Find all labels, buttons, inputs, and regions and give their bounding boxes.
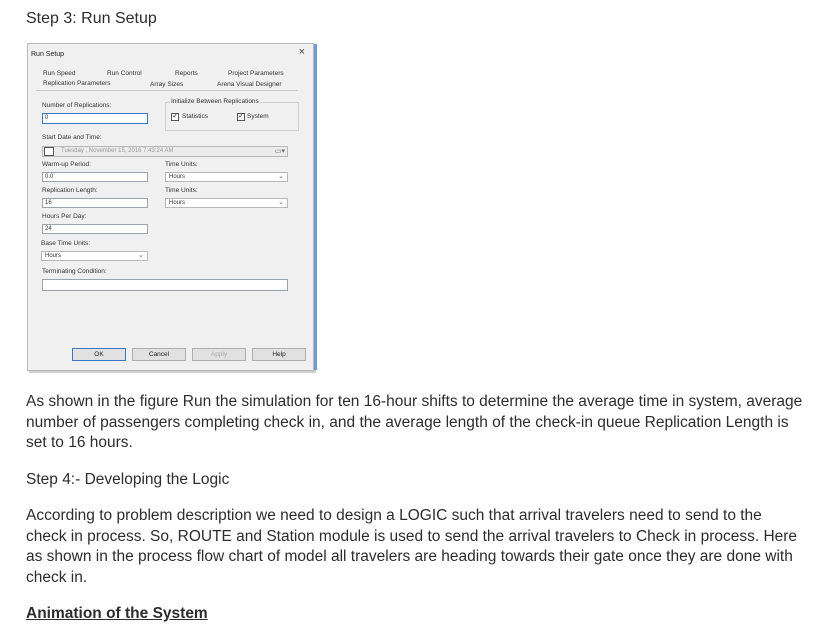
start-date-value: Tuesday , November 15, 2016 7:43:24 AM [61, 148, 174, 154]
start-date-label: Start Date and Time: [42, 134, 102, 141]
base-time-units-value: Hours [45, 253, 62, 259]
tab-run-control[interactable]: Run Control [107, 70, 142, 77]
num-replications-label: Number of Replications: [42, 102, 112, 109]
start-date-picker[interactable] [42, 146, 288, 157]
system-checkbox[interactable]: ✓ [238, 113, 244, 120]
tab-run-speed[interactable]: Run Speed [43, 70, 76, 77]
time-units-value-2: Hours [169, 200, 186, 206]
paragraph-run-simulation: As shown in the figure Run the simulation for ten 16-hour shifts to determine the average time in system, average number of passengers completing check in, and the average length of the check-in queue Replication Length is set to 16 hours. [26, 393, 803, 451]
num-replications-input[interactable]: 0 [42, 113, 148, 124]
system-label: System [247, 113, 269, 120]
time-units-select-2[interactable] [165, 198, 288, 208]
initialize-group-label: Initialize Between Replications [171, 98, 259, 105]
warmup-label: Warm-up Period: [42, 161, 91, 168]
tab-project-parameters[interactable]: Project Parameters [228, 70, 284, 77]
hours-per-day-label: Hours Per Day: [42, 213, 87, 220]
chevron-down-icon: ⌄ [278, 173, 284, 180]
warmup-input[interactable]: 0.0 [42, 172, 148, 182]
step3-heading: Step 3: Run Setup [26, 10, 157, 27]
tab-divider [36, 90, 298, 91]
tab-arena-visual-designer[interactable]: Arena Visual Designer [217, 81, 282, 88]
statistics-checkbox[interactable]: ✓ [172, 113, 178, 120]
start-date-checkbox[interactable] [44, 147, 54, 156]
base-time-units-label: Base Time Units: [41, 240, 91, 247]
base-time-units-select[interactable] [41, 251, 148, 261]
chevron-down-icon: ⌄ [138, 252, 144, 259]
cancel-button[interactable]: Cancel [132, 348, 186, 361]
tab-array-sizes[interactable]: Array Sizes [150, 81, 184, 88]
step4-heading: Step 4:- Developing the Logic [26, 471, 230, 488]
replication-length-label: Replication Length: [42, 187, 98, 194]
help-button[interactable]: Help [252, 348, 306, 361]
run-setup-dialog [27, 43, 314, 371]
calendar-dropdown-icon[interactable]: ▭▾ [274, 148, 285, 155]
replication-length-input[interactable]: 16 [42, 198, 148, 208]
paragraph-logic: According to problem description we need to design a LOGIC such that arrival travelers need to send to the check in process. So, ROUTE and Station module is used to send the arrival travelers to Check in process. Here as shown in the process flow chart of model all travelers are heading towards their gate once they are done with check in. [26, 507, 798, 586]
ok-button[interactable]: OK [72, 348, 126, 361]
statistics-label: Statistics [182, 113, 209, 120]
time-units-select-1[interactable] [165, 172, 288, 182]
apply-button[interactable]: Apply [192, 348, 246, 361]
dialog-title: Run Setup [31, 51, 65, 58]
chevron-down-icon: ⌄ [278, 199, 284, 206]
close-icon[interactable]: × [298, 46, 305, 58]
time-units-label-2: Time Units: [165, 187, 198, 194]
time-units-label-1: Time Units: [165, 161, 198, 168]
time-units-value-1: Hours [169, 174, 186, 180]
tab-replication-parameters[interactable]: Replication Parameters [43, 80, 111, 87]
dialog-frame-edge [314, 44, 317, 370]
hours-per-day-input[interactable]: 24 [42, 224, 148, 234]
animation-heading: Animation of the System [26, 605, 208, 622]
terminating-condition-label: Terminating Condition: [42, 268, 107, 275]
terminating-condition-input[interactable] [42, 279, 288, 291]
tab-reports[interactable]: Reports [175, 70, 198, 77]
